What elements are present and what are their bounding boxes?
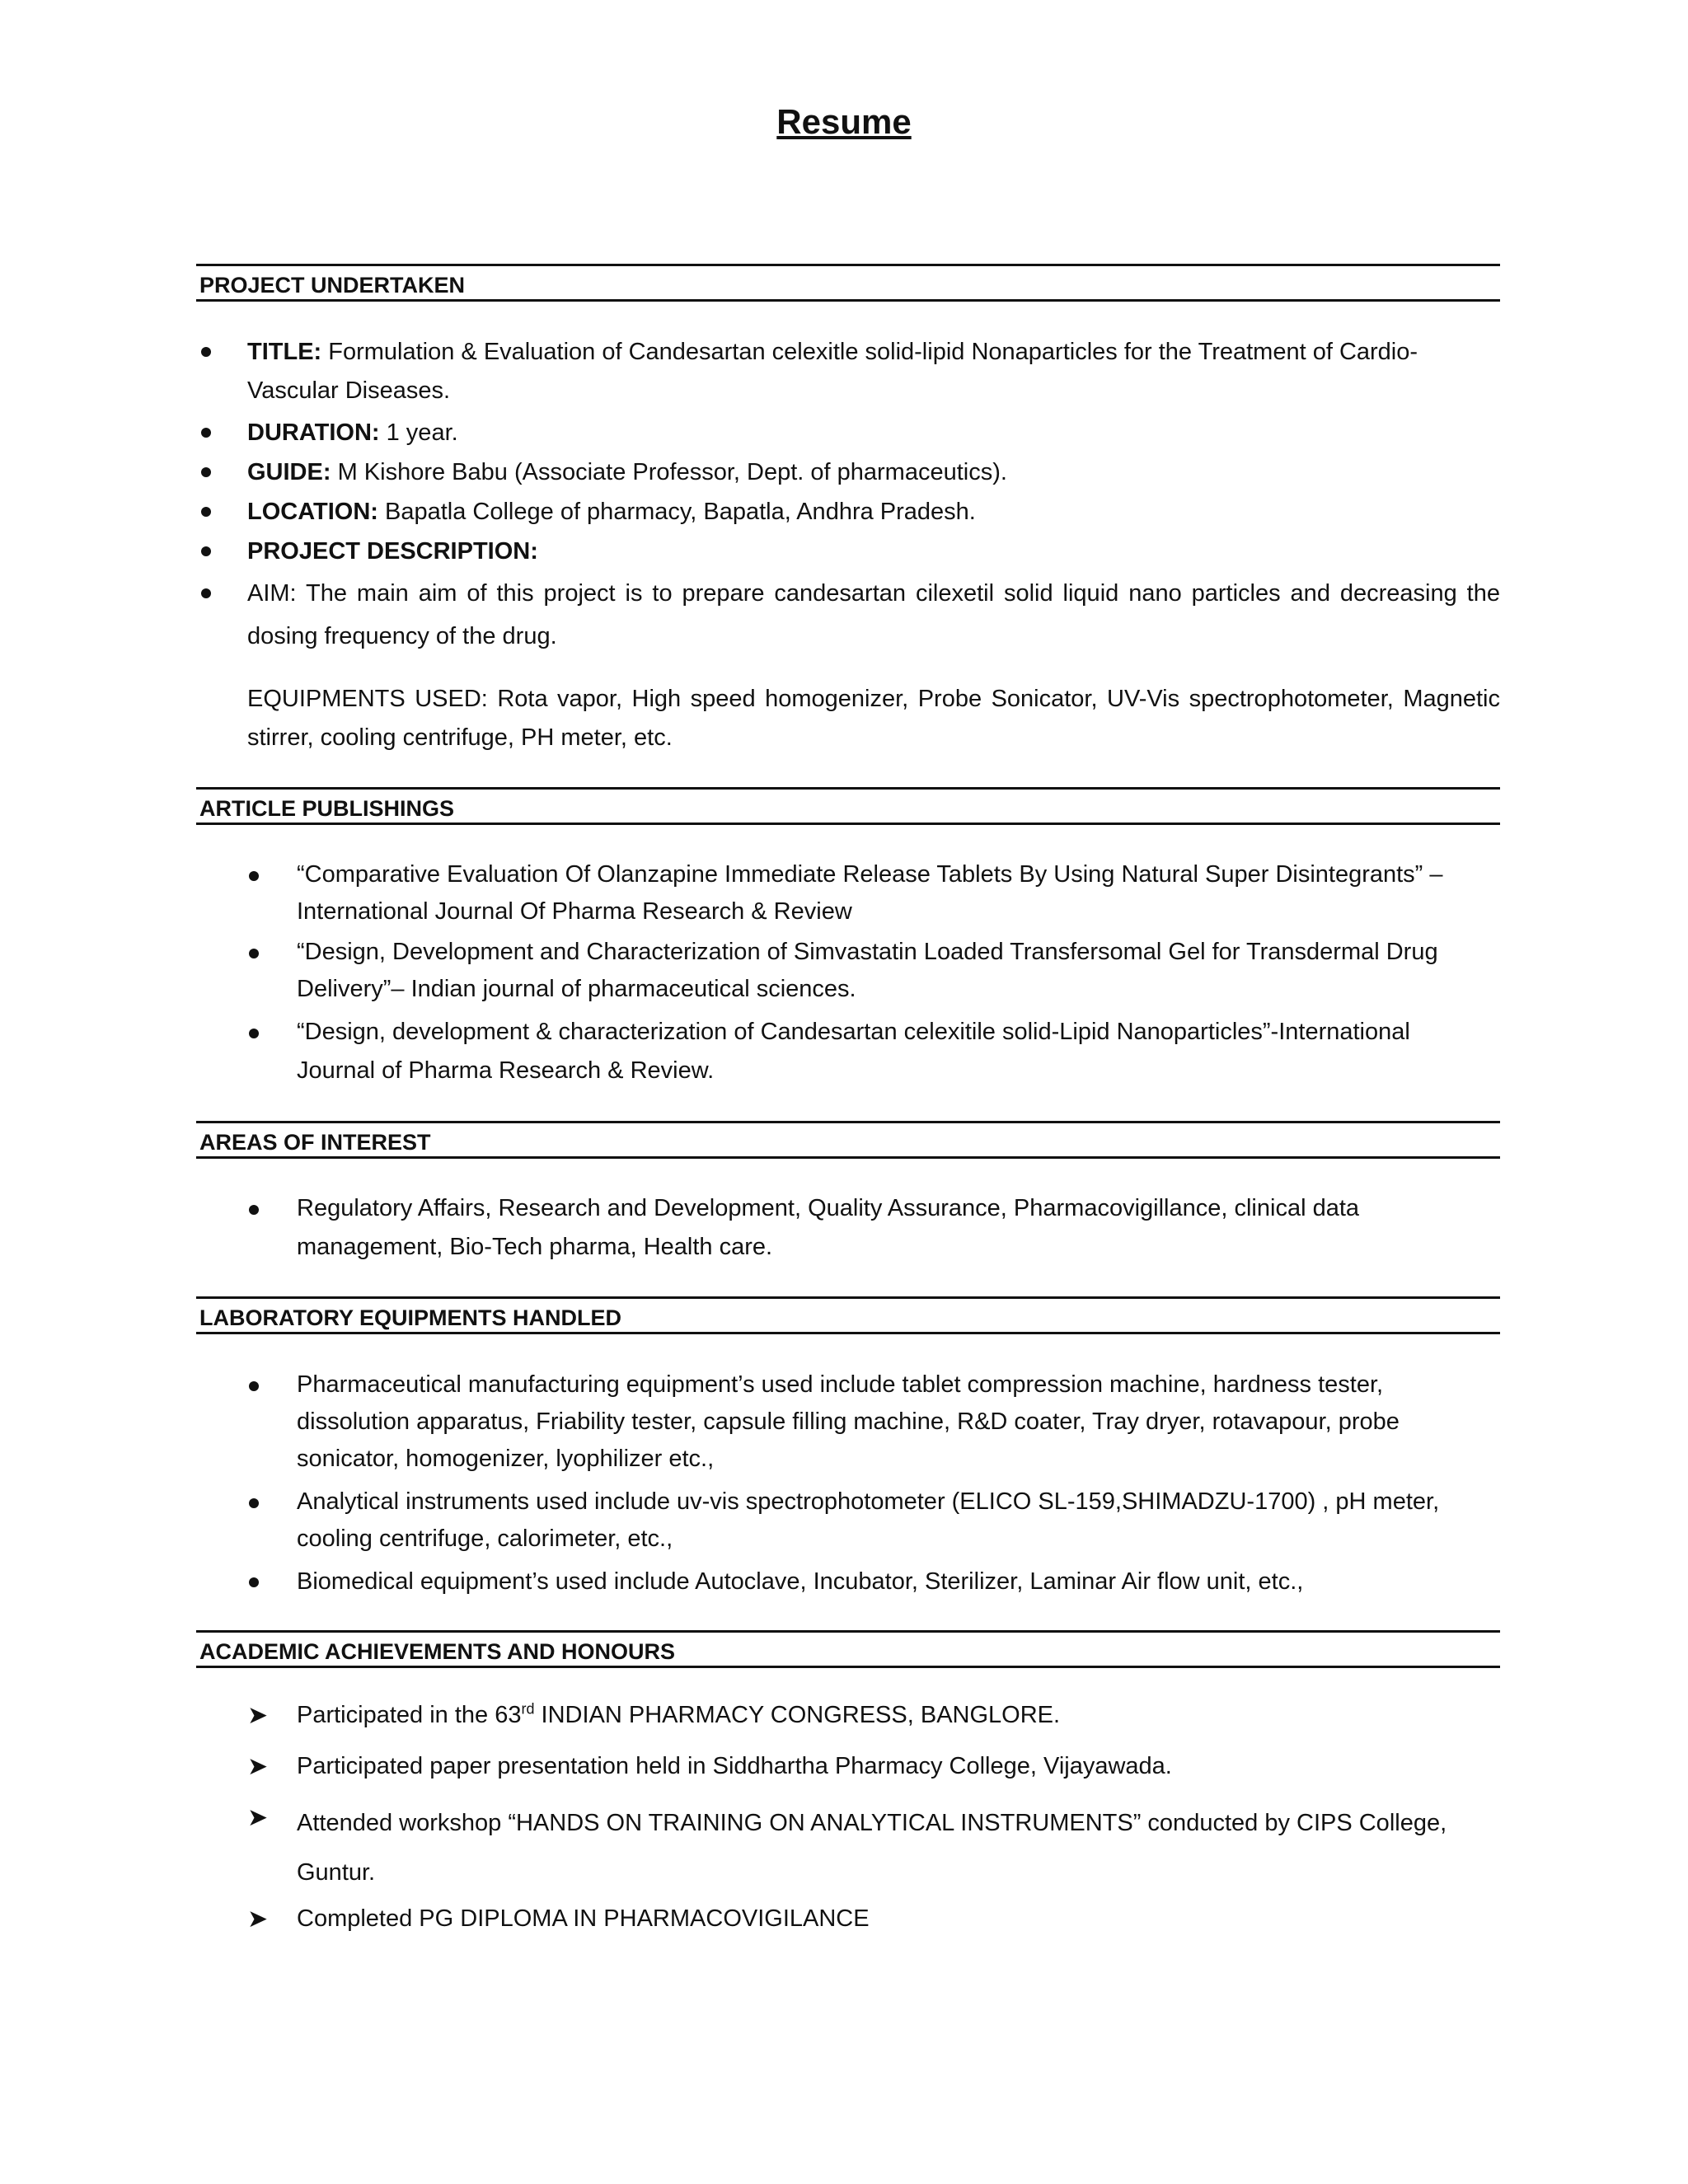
academic-item bbox=[297, 1798, 1500, 1897]
lab-item: Biomedical equipment’s used include Autoclave, Incubator, Sterilizer, Laminar Air flow unit, etc., bbox=[297, 1568, 1304, 1595]
bullet bbox=[249, 1381, 259, 1391]
project-duration-item bbox=[247, 414, 1500, 452]
project-aim-item bbox=[247, 572, 1500, 658]
academic-item-text: Participated in the 63 bbox=[297, 1702, 522, 1728]
project-title-text: Formulation & Evaluation of Candesartan celexitle solid-lipid Nonaparticles for the Treatment of Cardio-Vascular Diseases. bbox=[247, 339, 1418, 404]
project-aim-text: AIM: The main aim of this project is to prepare candesartan cilexetil solid liquid nano particles and decreasing the dosing frequency of the drug. bbox=[247, 580, 1500, 649]
academic-item bbox=[297, 1747, 1500, 1786]
page-title: Resume bbox=[776, 102, 912, 141]
academic-item-text: Completed PG DIPLOMA IN PHARMACOVIGILANCE bbox=[297, 1905, 870, 1932]
academic-item bbox=[297, 1900, 1500, 1938]
bullet bbox=[249, 1205, 259, 1215]
arrow-bullet-icon: ➤ bbox=[247, 1702, 269, 1729]
section-heading-project: PROJECT UNDERTAKEN bbox=[196, 264, 1500, 302]
bullet bbox=[201, 507, 211, 517]
bullet bbox=[249, 1498, 259, 1508]
section-heading-lab: LABORATORY EQUIPMENTS HANDLED bbox=[196, 1296, 1500, 1334]
project-duration-label: DURATION: bbox=[247, 419, 380, 446]
project-location-text: Bapatla College of pharmacy, Bapatla, Andhra Pradesh. bbox=[385, 499, 976, 525]
lab-item: Pharmaceutical manufacturing equipment’s used include tablet compression machine, hardness tester, dissolution apparatus, Friability tester, capsule filling machine, R&D coater, Tray dryer, rotavapour, probe sonicator, homogenizer, lyophilizer etc., bbox=[297, 1371, 1400, 1472]
arrow-bullet-icon: ➤ bbox=[247, 1753, 269, 1780]
project-guide-text: M Kishore Babu (Associate Professor, Dept. of pharmaceutics). bbox=[337, 459, 1007, 485]
section-heading-interest: AREAS OF INTEREST bbox=[196, 1121, 1500, 1159]
bullet bbox=[201, 428, 211, 438]
project-location-item bbox=[247, 493, 1500, 532]
arrow-bullet-icon: ➤ bbox=[247, 1905, 269, 1933]
project-description-item bbox=[247, 532, 1500, 571]
bullet bbox=[249, 949, 259, 958]
section-heading-academic: ACADEMIC ACHIEVEMENTS AND HONOURS bbox=[196, 1630, 1500, 1668]
lab-item: Analytical instruments used include uv-vis spectrophotometer (ELICO SL-159,SHIMADZU-1700) , pH meter, cooling centrifuge, calorimeter, etc., bbox=[297, 1488, 1440, 1552]
project-description-label: PROJECT DESCRIPTION: bbox=[247, 538, 538, 565]
academic-item-text-end: INDIAN PHARMACY CONGRESS, BANGLORE. bbox=[534, 1702, 1061, 1728]
article-item: “Design, development & characterization of Candesartan celexitile solid-Lipid Nanoparticles”-International Journal of Pharma Research & Review. bbox=[297, 1019, 1410, 1084]
article-item: “Design, Development and Characterization of Simvastatin Loaded Transfersomal Gel for Transdermal Drug Delivery”– Indian journal of pharmaceutical sciences. bbox=[297, 939, 1438, 1002]
bullet bbox=[249, 1577, 259, 1587]
bullet bbox=[201, 347, 211, 357]
project-guide-item bbox=[247, 453, 1500, 492]
project-duration-text: 1 year. bbox=[386, 419, 458, 446]
arrow-bullet-icon: ➤ bbox=[247, 1804, 269, 1831]
bullet bbox=[249, 871, 259, 881]
bullet bbox=[249, 1029, 259, 1038]
section-heading-articles: ARTICLE PUBLISHINGS bbox=[196, 787, 1500, 825]
article-item: “Comparative Evaluation Of Olanzapine Immediate Release Tablets By Using Natural Super Disintegrants” – International Journal Of Pharma Research & Review bbox=[297, 861, 1443, 925]
academic-item bbox=[297, 1696, 1500, 1735]
bullet bbox=[201, 546, 211, 556]
interest-item: Regulatory Affairs, Research and Development, Quality Assurance, Pharmacovigillance, clinical data management, Bio-Tech pharma, Health care. bbox=[297, 1195, 1360, 1260]
bullet bbox=[201, 588, 211, 598]
academic-item-superscript: rd bbox=[521, 1700, 535, 1718]
project-location-label: LOCATION: bbox=[247, 499, 378, 525]
academic-item-text: Participated paper presentation held in Siddhartha Pharmacy College, Vijayawada. bbox=[297, 1753, 1172, 1779]
project-title-label: TITLE: bbox=[247, 339, 322, 365]
project-title-item bbox=[247, 333, 1500, 410]
academic-item-text: Attended workshop “HANDS ON TRAINING ON ANALYTICAL INSTRUMENTS” conducted by CIPS College, Guntur. bbox=[297, 1810, 1447, 1886]
project-guide-label: GUIDE: bbox=[247, 459, 331, 485]
bullet bbox=[201, 467, 211, 477]
project-equipments: EQUIPMENTS USED: Rota vapor, High speed homogenizer, Probe Sonicator, UV-Vis spectrophotometer, Magnetic stirrer, cooling centrifuge, PH meter, etc. bbox=[247, 686, 1500, 751]
